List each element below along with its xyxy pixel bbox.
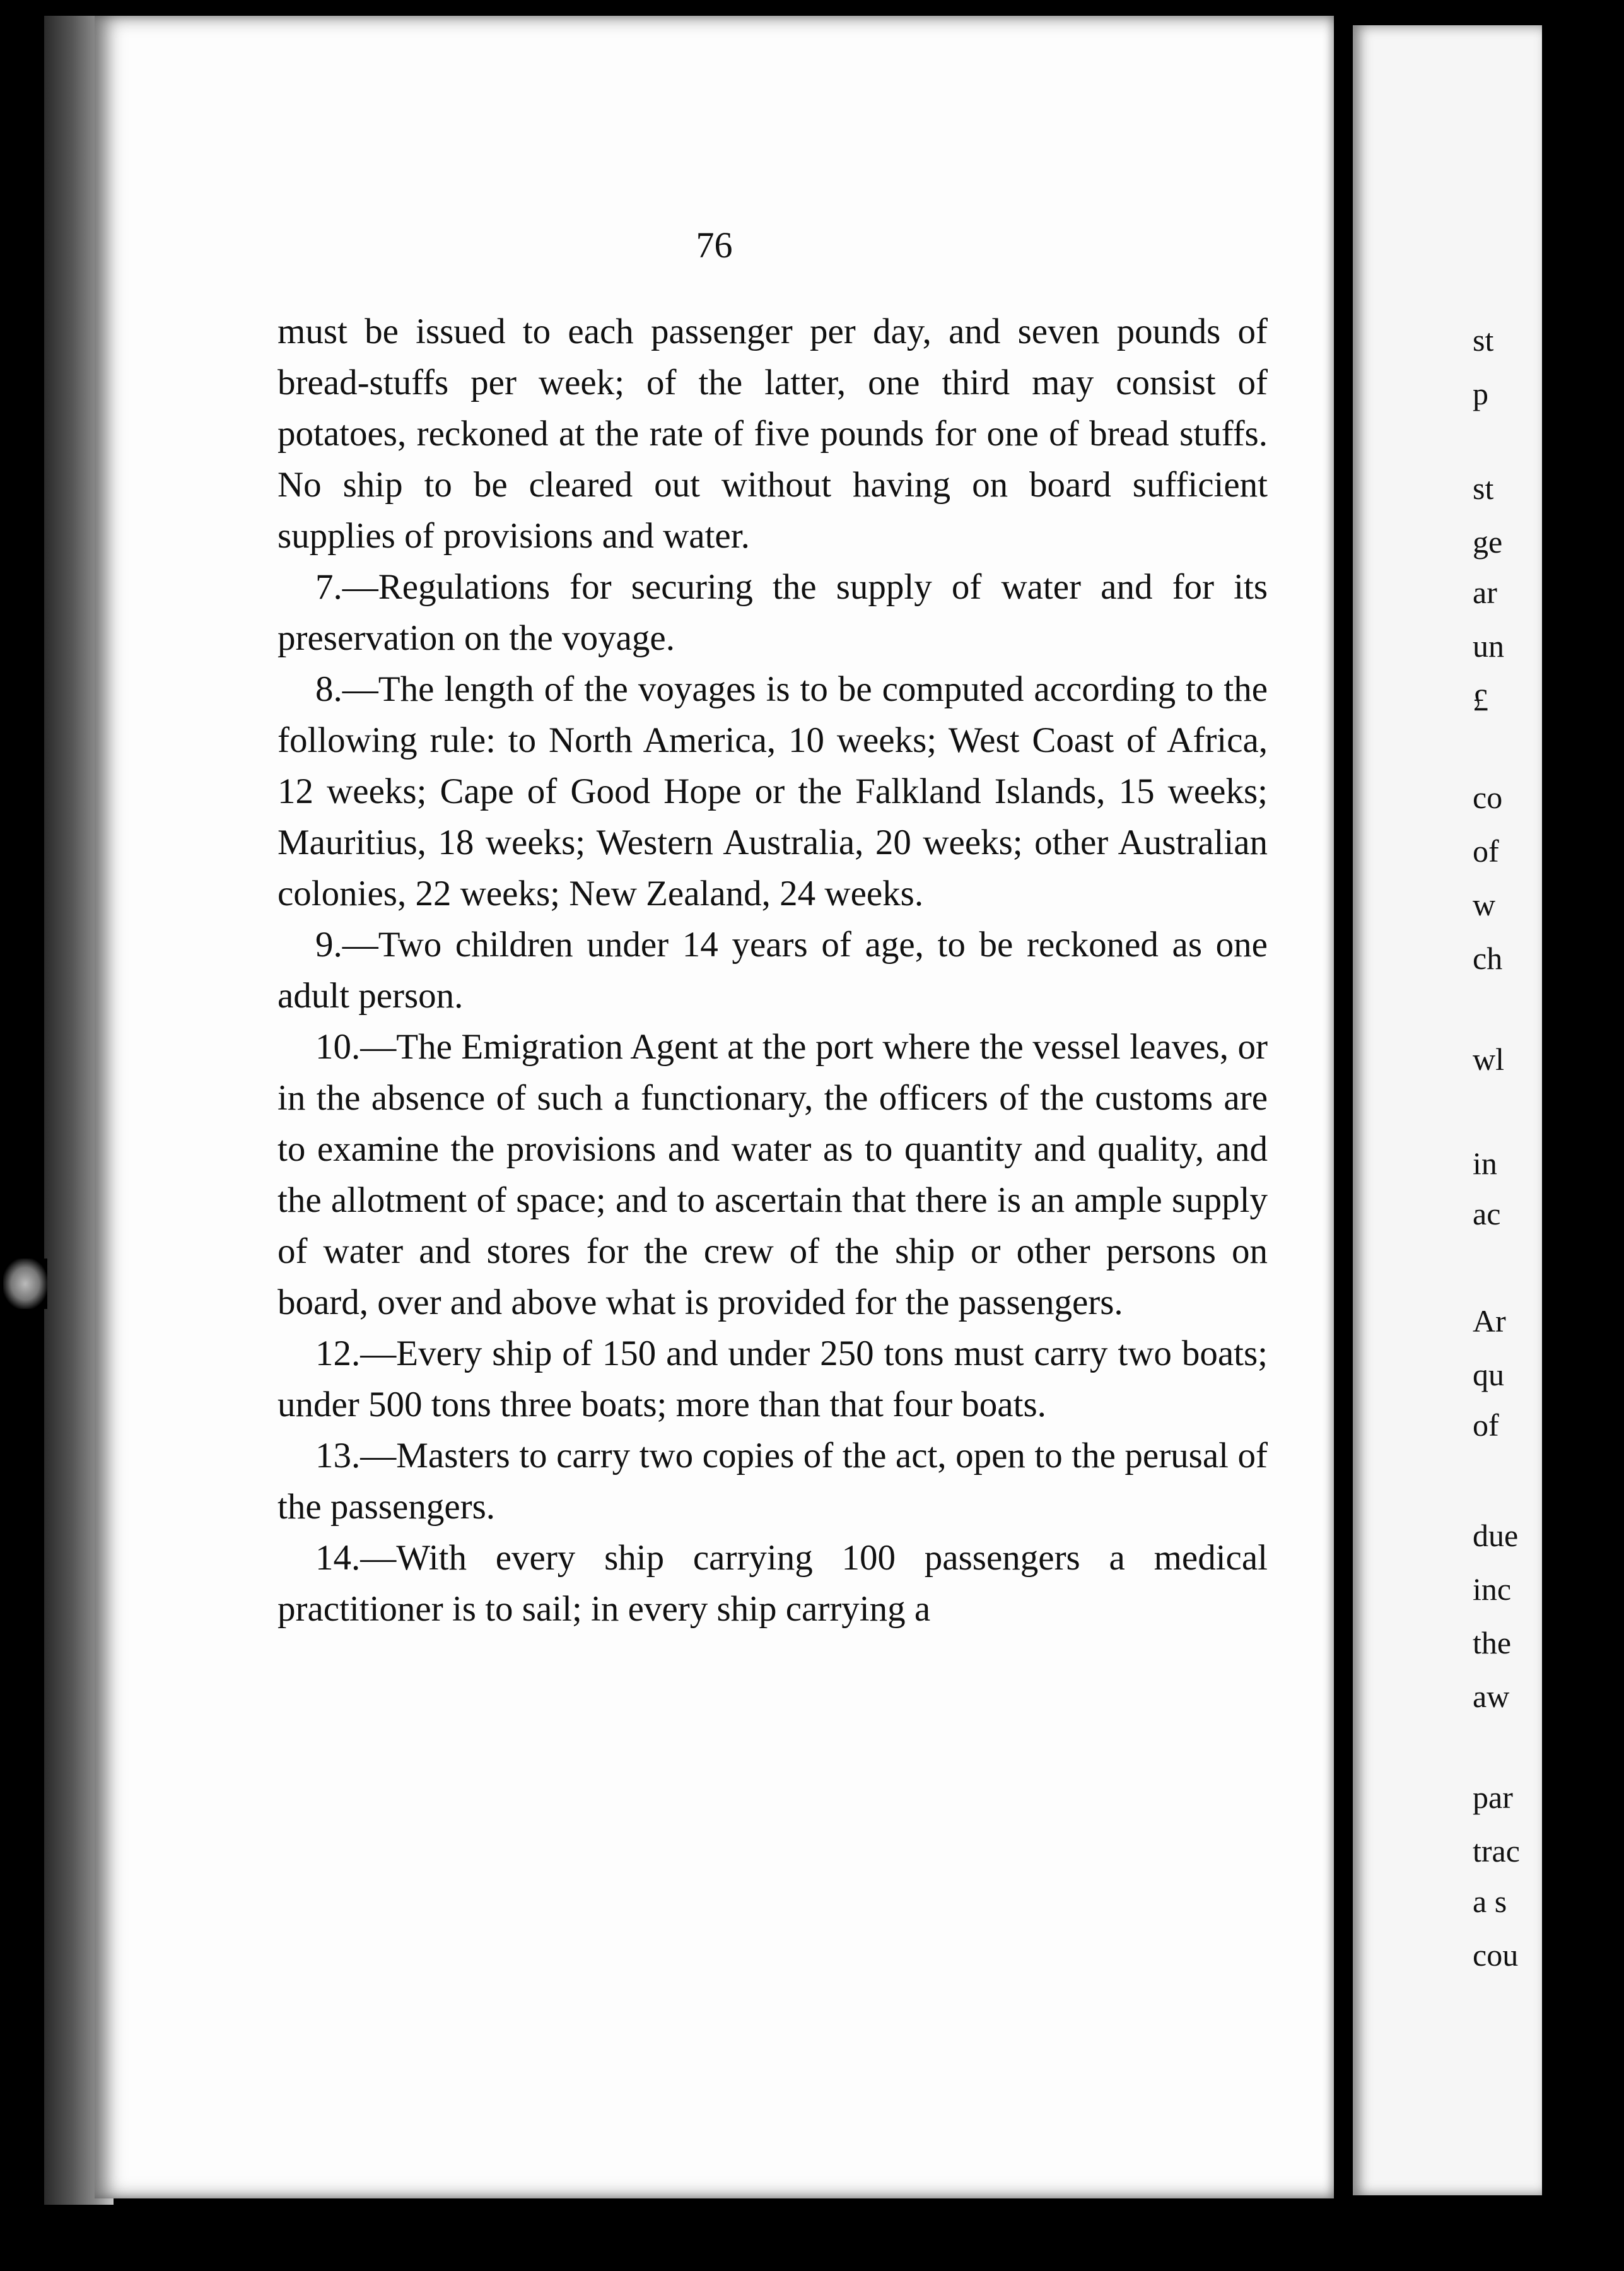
facing-page-fragment: co [1473,780,1503,815]
facing-page-fragment: the [1473,1625,1512,1660]
facing-page-fragment: Ar [1473,1303,1506,1339]
facing-page-fragment: ac [1473,1196,1501,1231]
facing-page-fragment: of [1473,1407,1499,1443]
paragraph-12: 12.—Every ship of 150 and under 250 tons must carry two boats; under 500 tons three boats; more than that four boats. [277,1334,1268,1424]
facing-page-fragment: st [1473,471,1494,506]
page-body [277,306,1268,1634]
paragraph-continuation: must be issued to each passenger per day, and seven pounds of bread-stuffs per week; of the latter, one third may consist of potatoes, reckoned at the rate of five pounds for one of bread stuffs. No ship to be cleared out without having on board sufficient supplies of provisions and water. [277,312,1268,556]
facing-page-fragment: ar [1473,575,1497,610]
facing-page-fragment: ge [1473,524,1503,560]
facing-page-fragment: w [1473,887,1496,922]
facing-page-edge [1353,25,1542,2195]
facing-page-fragment: of [1473,833,1499,869]
facing-page-fragment: wl [1473,1042,1504,1077]
facing-page-fragment: due [1473,1518,1519,1553]
facing-page-fragment: a s [1473,1884,1507,1919]
paragraph-8: 8.—The length of the voyages is to be computed according to the following rule: to North America, 10 weeks; West Coast of Africa, 12 weeks; Cape of Good Hope or the Falkland Islands, 15 weeks; Mauritius, 18 weeks; Western Australia, 20 weeks; other Australian colonies, 22 weeks; New Zealand, 24 weeks. [277,669,1268,913]
page-number: 76 [696,225,733,266]
facing-page-fragment: trac [1473,1833,1520,1869]
facing-page-fragment: aw [1473,1679,1510,1714]
facing-page-fragment: st [1473,322,1494,358]
paragraph-10: 10.—The Emigration Agent at the port where the vessel leaves, or in the absence of such a functionary, the officers of the customs are to examine the provisions and water as to quantity and quality, and the allotment of space; and to ascertain that there is an ample supply of water and stores for the crew of the ship or other persons on board, over and above what is provided for the passengers. [277,1027,1268,1322]
facing-page-fragment: p [1473,376,1488,411]
paragraph-9: 9.—Two children under 14 years of age, to be reckoned as one adult person. [277,925,1268,1016]
facing-page-fragment: ch [1473,941,1503,976]
facing-page-fragment: £ [1473,682,1488,717]
facing-page-fragment: in [1473,1146,1497,1181]
facing-page-fragment: cou [1473,1937,1519,1973]
page-gutter [1334,0,1353,2271]
facing-page-fragment: qu [1473,1357,1504,1392]
facing-page-fragment: par [1473,1780,1513,1815]
facing-page-fragment: inc [1473,1571,1512,1607]
facing-page-fragment: un [1473,628,1504,664]
paragraph-7: 7.—Regulations for securing the supply of water and for its preservation on the voyage. [277,567,1268,658]
margin-blemish [3,1259,47,1309]
paragraph-14: 14.—With every ship carrying 100 passengers a medical practitioner is to sail; in every ship carrying a [277,1538,1268,1629]
paragraph-13: 13.—Masters to carry two copies of the act, open to the perusal of the passengers. [277,1436,1268,1527]
book-page [95,16,1334,2198]
